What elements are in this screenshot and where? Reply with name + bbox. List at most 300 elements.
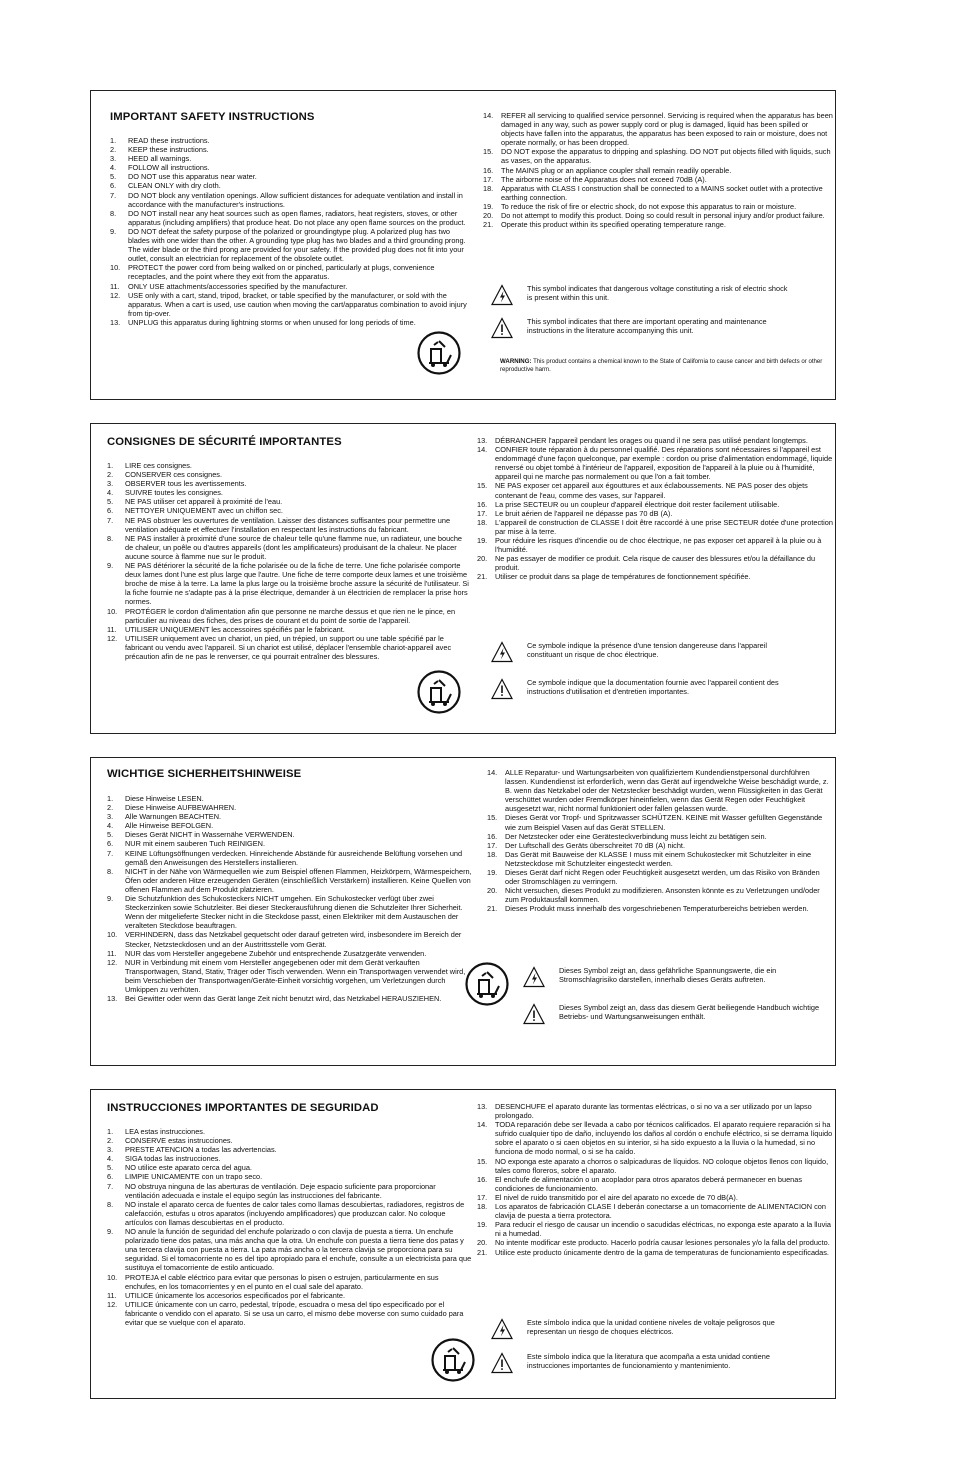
- instruction-item: [107, 1200, 472, 1227]
- cart-tipover-icon: [417, 670, 461, 714]
- instruction-number: 19.: [487, 868, 498, 878]
- instruction-number: 15.: [477, 1156, 488, 1166]
- instruction-text: FOLLOW all instructions.: [128, 163, 210, 173]
- instruction-item: [477, 436, 833, 445]
- voltage-symbol-row: [491, 1318, 791, 1340]
- instruction-item: [107, 1163, 472, 1172]
- instruction-number: 7.: [107, 515, 114, 525]
- instruction-item: [483, 211, 833, 220]
- instruction-number: 18.: [477, 1202, 488, 1212]
- instruction-number: 19.: [477, 536, 488, 546]
- instruction-text: NE PAS installer à proximité d'une source de chaleur telle qu'une flamme nue, un radiateur, une bouche de chaleur, un poêle ou d'autres appareils (dont les amplificateurs) produisant de la chaleur. Ne placer aucune source à flamme nue sur le produit.: [125, 533, 463, 561]
- instruction-text: No intente modificar este producto. Hacerlo podría causar lesiones personales y/o la falla del producto.: [495, 1238, 830, 1248]
- instruction-item: [107, 1145, 472, 1154]
- instruction-text: CONSERVE estas instrucciones.: [125, 1136, 233, 1146]
- instruction-text: El enchufe de alimentación o un acoplador para otros aparatos deberá permanecer en buenas condiciones de funcionamiento.: [495, 1174, 803, 1193]
- instruction-text: KEINE Lüftungsöffnungen verdecken. Hinreichende Abstände für ausreichende Belüftung vorsehen und gemäß den Anweisungen des Herstellers installieren.: [125, 848, 463, 867]
- instruction-text: CLEAN ONLY with dry cloth.: [128, 181, 221, 191]
- instruction-item: [107, 849, 472, 867]
- cart-tipover-icon: [431, 1338, 475, 1382]
- instruction-text: Ne pas essayer de modifier ce produit. Cela risque de causer des blessures et/ou la défaillance du produit.: [495, 554, 816, 573]
- exclamation-triangle-icon: [491, 1352, 513, 1374]
- instruction-text: UNPLUG this apparatus during lightning storms or when unused for long periods of time.: [128, 317, 416, 327]
- instruction-text: NE PAS obstruer les ouvertures de ventilation. Laisser des distances suffisantes pour permettre une ventilation adéquate et effectuer l'installation en respectant les instructions du fabricant.: [125, 515, 451, 534]
- instruction-text: Pour réduire les risques d'incendie ou de choc électrique, ne pas exposer cet appareil à la pluie ou à l'humidité.: [495, 536, 822, 555]
- instruction-number: 12.: [107, 957, 118, 967]
- instruction-number: 17.: [477, 508, 488, 518]
- instruction-item: [107, 867, 472, 894]
- instruction-item: [107, 803, 472, 812]
- instruction-item: [107, 1136, 472, 1145]
- instruction-number: 6.: [107, 506, 114, 516]
- instruction-item: [110, 227, 470, 263]
- instruction-list: [110, 136, 470, 327]
- instruction-number: 6.: [107, 1172, 114, 1182]
- instruction-text: LIRE ces consignes.: [125, 461, 192, 470]
- caution-symbol-row: [491, 1352, 791, 1374]
- instruction-text: NO obstruya ninguna de las aberturas de ventilación. Deje espacio suficiente para proporcionar ventilación adecuada e instale el equipo según las instrucciones del fabricante.: [125, 1181, 436, 1200]
- instruction-item: [107, 821, 472, 830]
- instruction-number: 17.: [483, 174, 494, 184]
- instruction-number: 15.: [483, 147, 494, 157]
- instruction-number: 11.: [107, 1290, 117, 1300]
- instruction-text: USE only with a cart, stand, tripod, bracket, or table specified by the manufacturer, or sold with the apparatus. When a cart is used, use caution when moving the cart/apparatus combination to avoid injury from tip-over.: [128, 290, 467, 318]
- california-warning: [500, 358, 830, 374]
- instruction-item: [107, 1127, 472, 1136]
- instruction-item: [107, 488, 472, 497]
- lightning-triangle-icon: [491, 1318, 513, 1340]
- instruction-text: L'appareil de construction de CLASSE I doit être raccordé à une prise SECTEUR dotée d'une protection par mise à la terre.: [495, 517, 833, 536]
- instruction-item: [107, 1291, 472, 1300]
- instruction-text: Dieses Gerät darf nicht Regen oder Feuchtigkeit ausgesetzt werden, um das Risiko von Bränden oder Stromschlägen zu verringern.: [505, 868, 820, 887]
- safety-panel-en: [90, 90, 836, 400]
- instruction-item: [110, 263, 470, 281]
- instruction-number: 5.: [107, 497, 114, 507]
- instruction-item: [483, 166, 833, 175]
- instruction-item: [107, 516, 472, 534]
- voltage-symbol-row: [491, 284, 791, 306]
- instruction-item: [110, 318, 470, 327]
- instruction-item: [477, 518, 833, 536]
- instruction-text: DO NOT block any ventilation openings. Allow sufficient distances for adequate ventilation and install in accordance with the manufacturer's instructions.: [128, 190, 463, 209]
- instruction-number: 17.: [487, 840, 498, 850]
- instruction-number: 2.: [107, 1136, 114, 1146]
- voltage-symbol-row: [491, 641, 791, 663]
- left-column: [91, 758, 479, 1065]
- instruction-text: DO NOT install near any heat sources such as open flames, radiators, heat registers, stoves, or other apparatus (including amplifiers) that produce heat. Do not place any open flame sources on the product.: [128, 208, 466, 227]
- instruction-text: DO NOT defeat the safety purpose of the polarized or groundingtype plug. A polarized plug has two blades with one wider than the other. A grounding type plug has two blades and a third grounding prong. The wider blade or the third prong are provided for your safety. If the provided plug does not fit into your outlet, consult an electrician for replacement of the obsolete outlet.: [128, 226, 466, 264]
- instruction-item: [477, 1248, 833, 1257]
- voltage-symbol-text: This symbol indicates that dangerous voltage constituting a risk of electric shock is present within this unit.: [527, 284, 788, 303]
- instruction-number: 1.: [107, 794, 114, 803]
- left-column: [91, 91, 479, 399]
- instruction-item: [477, 1202, 833, 1220]
- instruction-item: [107, 506, 472, 515]
- caution-symbol-text: Ce symbole indique que la documentation fournie avec l'appareil contient des instructions d'utilisation et d'entretien importantes.: [527, 678, 779, 697]
- voltage-symbol-text: Dieses Symbol zeigt an, dass gefährliche Spannungswerte, die ein Stromschlagrisiko darstellen, innerhalb dieses Geräts auftreten.: [559, 966, 777, 985]
- instruction-item: [107, 794, 472, 803]
- instruction-item: [483, 220, 833, 229]
- instruction-text: KEEP these instructions.: [128, 145, 209, 155]
- instruction-number: 16.: [487, 831, 498, 841]
- instruction-item: [107, 607, 472, 625]
- instruction-text: The airborne noise of the Apparatus does not exceed 70dB (A).: [501, 174, 707, 184]
- instruction-number: 7.: [107, 1181, 114, 1191]
- instruction-number: 1.: [107, 1127, 114, 1136]
- instruction-item: [477, 1120, 833, 1156]
- instruction-item: [483, 111, 833, 147]
- instruction-number: 8.: [110, 208, 117, 218]
- voltage-symbol-text: Este símbolo indica que la unidad contiene niveles de voltaje peligrosos que representan un riesgo de choques eléctricos.: [527, 1318, 775, 1337]
- instruction-text: PRESTE ATENCION a todas las advertencias.: [125, 1145, 277, 1155]
- instruction-number: 3.: [107, 1145, 114, 1155]
- instruction-number: 16.: [477, 1174, 488, 1184]
- instruction-text: PROTECT the power cord from being walked on or pinched, particularly at plugs, convenience receptacles, and the point where they exit from the apparatus.: [128, 263, 435, 282]
- instruction-item: [107, 1227, 472, 1272]
- instruction-text: NO exponga este aparato a chorros o salpicaduras de líquidos. NO coloque objetos llenos con líquido, tales como floreros, sobre el aparato.: [495, 1156, 829, 1175]
- instruction-item: [107, 625, 472, 634]
- instruction-item: [107, 1182, 472, 1200]
- instruction-item: [107, 479, 472, 488]
- instruction-text: NO utilice este aparato cerca del agua.: [125, 1163, 252, 1173]
- instruction-text: Das Gerät mit Bauweise der KLASSE I muss mit einem Schukostecker mit Schutzleiter in eine Netzsteckdose mit Schutzleiter eingesteckt werden.: [505, 849, 812, 868]
- instruction-item: [107, 1300, 472, 1327]
- voltage-symbol-row: [523, 966, 823, 988]
- instruction-text: Dieses Produkt muss innerhalb des vorgeschriebenen Temperaturbereichs betrieben werden.: [505, 904, 809, 914]
- instruction-number: 21.: [483, 220, 494, 230]
- instruction-text: SIGA todas las instrucciones.: [125, 1154, 221, 1164]
- instruction-number: 14.: [477, 1120, 488, 1130]
- instruction-number: 18.: [477, 517, 488, 527]
- lightning-triangle-icon: [491, 641, 513, 663]
- instruction-item: [487, 850, 833, 868]
- instruction-number: 8.: [107, 1199, 114, 1209]
- instruction-number: 16.: [477, 499, 488, 509]
- instruction-item: [107, 930, 472, 948]
- instruction-number: 6.: [110, 181, 117, 191]
- panel-heading: CONSIGNES DE SÉCURITÉ IMPORTANTES: [107, 436, 342, 448]
- instruction-text: NO anule la función de seguridad del enchufe polarizado o con clavija de puesta a tierra. Un enchufe polarizado tiene dos patas, una más ancha que la otra. Un enchufe con puesta a tierra tiene dos patas y una tercera clavija con puesta a tierra. La pata más ancha o la tercera clavija se proporciona para su seguridad. Si el tomacorriente no es del tipo apropiado para el enchufe, consulte a un electricista para que sustituya el tomacorriente de estilo anticuado.: [125, 1227, 472, 1273]
- instruction-item: [110, 163, 470, 172]
- instruction-number: 13.: [477, 436, 488, 445]
- instruction-number: 5.: [107, 830, 114, 840]
- instruction-number: 4.: [107, 821, 114, 831]
- instruction-text: DO NOT use this apparatus near water.: [128, 172, 257, 182]
- instruction-text: Apparatus with CLASS I construction shall be connected to a MAINS socket outlet with a protective earthing connection.: [501, 183, 823, 202]
- instruction-item: [487, 832, 833, 841]
- instruction-number: 3.: [107, 812, 114, 822]
- instruction-text: Alle Warnungen BEACHTEN.: [125, 812, 222, 822]
- instruction-text: NICHT in der Nähe von Wärmequellen wie zum Beispiel offenen Flammen, Heizkörpern, Wärmespeichern, Öfen oder anderen Hitze erzeugenden Geräten (einschließlich Verstärkern) installieren. Keine Quellen von offenen Flammen auf dem Produkt platzieren.: [125, 866, 472, 894]
- instruction-text: NUR das vom Hersteller angegebene Zubehör und entsprechende Zusatzgeräte verwenden.: [125, 948, 427, 958]
- exclamation-triangle-icon: [491, 317, 513, 339]
- instruction-number: 7.: [110, 190, 117, 200]
- instruction-item: [483, 147, 833, 165]
- instruction-item: [477, 1175, 833, 1193]
- instruction-number: 13.: [110, 317, 121, 327]
- instruction-text: PROTEJA el cable eléctrico para evitar que personas lo pisen o estrujen, particularmente en sus enchufes, en los tomacorrientes y en el punto en el cual sale del aparato.: [125, 1272, 439, 1291]
- instruction-number: 14.: [487, 768, 498, 777]
- instruction-item: [477, 536, 833, 554]
- instruction-text: ONLY USE attachments/accessories specified by the manufacturer.: [128, 281, 348, 291]
- instruction-number: 12.: [107, 633, 118, 643]
- instruction-number: 16.: [483, 165, 494, 175]
- instruction-item: [487, 768, 833, 813]
- instruction-text: DÉBRANCHER l'appareil pendant les orages ou quand il ne sera pas utilisé pendant longtemps.: [495, 436, 808, 445]
- left-column: [91, 1090, 479, 1398]
- instruction-text: LEA estas instrucciones.: [125, 1127, 206, 1136]
- instruction-text: Dieses Gerät NICHT in Wassernähe VERWENDEN.: [125, 830, 295, 840]
- instruction-item: [487, 868, 833, 886]
- instruction-text: UTILICE únicamente los accesorios especificados por el fabricante.: [125, 1290, 346, 1300]
- instruction-text: Utilice este producto únicamente dentro de la gama de temperaturas de funcionamiento especificadas.: [495, 1247, 829, 1257]
- instruction-item: [107, 894, 472, 930]
- instruction-list: [477, 1102, 833, 1257]
- instruction-item: [487, 841, 833, 850]
- instruction-text: Alle Hinweise BEFOLGEN.: [125, 821, 214, 831]
- instruction-text: CONSERVER ces consignes.: [125, 470, 223, 480]
- caution-symbol-text: Este símbolo indica que la literatura que acompaña a esta unidad contiene instrucciones importantes de funcionamiento y mantenimiento.: [527, 1352, 770, 1371]
- instruction-number: 20.: [477, 554, 488, 564]
- instruction-text: TODA reparación debe ser llevada a cabo por técnicos calificados. El aparato requiere reparación si ha sufrido cualquier tipo de daño, incluyendo los daños al cordón o enchufe eléctrico, si se derrama líquido sobre el aparato o si caen objetos en su interior, si ha sido expuesto a la lluvia o la humedad, si no funciona de modo normal, o si se ha caído.: [495, 1120, 833, 1157]
- instruction-number: 2.: [107, 470, 114, 480]
- instruction-number: 3.: [107, 479, 114, 489]
- safety-panel-de: [90, 757, 836, 1066]
- instruction-text: El nivel de ruido transmitido por el aire del aparato no excede de 70 dB(A).: [495, 1192, 738, 1202]
- instruction-item: [107, 958, 472, 994]
- instruction-number: 21.: [477, 572, 488, 582]
- instruction-text: Utiliser ce produit dans sa plage de températures de fonctionnement spécifiée.: [495, 572, 751, 582]
- instruction-number: 14.: [477, 445, 488, 455]
- instruction-list: [477, 436, 833, 582]
- instruction-text: NE PAS utiliser cet appareil à proximité de l'eau.: [125, 497, 283, 507]
- panel-heading: INSTRUCCIONES IMPORTANTES DE SEGURIDAD: [107, 1102, 379, 1114]
- instruction-text: NE PAS détériorer la sécurité de la fiche polarisée ou de la fiche de terre. Une fiche polarisée comporte deux lames dont l'une est plus large que l'autre. Une fiche de terre comporte deux lames et une troisième broche de mise à la terre. La lame la plus large ou la troisième broche assure la sécurité de l'utilisateur. Si la fiche fournie ne s'adapte pas à la prise électrique, demander à un électricien de remplacer la prise hors normes.: [125, 561, 469, 607]
- instruction-text: Die Schutzfunktion des Schukosteckers NICHT umgehen. Ein Schukostecker verfügt über zwei Steckerzinken sowie Schutzleiter. Bei dieser Steckerausführung dienen die Schutzleiter Ihrer Sicherheit. Wenn der mitgelieferte Stecker nicht in die Steckdose passt, einen Elektriker mit dem Austauschen der veralteten Steckdose beauftragen.: [125, 894, 463, 931]
- instruction-number: 9.: [107, 561, 114, 571]
- instruction-text: Nicht versuchen, dieses Produkt zu modifizieren. Ansonsten könnte es zu Verletzungen und/oder zum Produktausfall kommen.: [505, 886, 820, 905]
- instruction-text: La prise SECTEUR ou un coupleur d'appareil électrique doit rester facilement utilisable.: [495, 499, 780, 509]
- instruction-text: The MAINS plug or an appliance coupler shall remain readily operable.: [501, 165, 732, 175]
- right-column: [477, 1090, 837, 1398]
- instruction-item: [477, 1238, 833, 1247]
- instruction-text: NUR in Verbindung mit einem vom Hersteller angegebenen oder mit dem Gerät verkauften Transportwagen, Stand, Stativ, Träger oder Tisch verwenden. Wenn ein Transportwagen verwendet wird, beim Verschieben der Transportwagen/Geräte-Einheit vorsichtig vorgehen, um Verletzungen durch Umkippen zu verhüten.: [125, 957, 466, 994]
- instruction-item: [477, 509, 833, 518]
- instruction-text: UTILISER uniquement avec un chariot, un pied, un trépied, un support ou une table spécifié par le fabricant ou vendu avec l'appareil. Si un chariot est utilisé, déplacer l'ensemble chariot-appareil avec précaution afin de ne pas le renverser, ce qui pourrait entraîner des blessures.: [125, 633, 452, 661]
- instruction-item: [477, 481, 833, 499]
- instruction-item: [107, 839, 472, 848]
- instruction-text: PROTÉGER le cordon d'alimentation afin que personne ne marche dessus et que rien ne le pince, en particulier au niveau des fiches, des prises de courant et du point de sortie de l'appareil.: [125, 606, 456, 625]
- instruction-number: 7.: [107, 848, 114, 858]
- instruction-item: [107, 1154, 472, 1163]
- right-column: [477, 424, 837, 733]
- instruction-text: Para reducir el riesgo de causar un incendio o sacudidas eléctricas, no exponga este aparato a la lluvia ni a humedad.: [495, 1220, 831, 1239]
- instruction-item: [110, 209, 470, 227]
- instruction-item: [477, 1102, 833, 1120]
- safety-panel-es: [90, 1089, 836, 1399]
- instruction-text: SUIVRE toutes les consignes.: [125, 488, 223, 498]
- instruction-item: [477, 1157, 833, 1175]
- instruction-item: [110, 191, 470, 209]
- instruction-number: 10.: [107, 1272, 118, 1282]
- instruction-item: [107, 634, 472, 661]
- instruction-number: 4.: [107, 488, 114, 498]
- instruction-text: Dieses Gerät vor Tropf- und Spritzwasser SCHÜTZEN. KEINE mit Wasser gefüllten Gegenstände wie zum Beispiel Vasen auf das Gerät STELLEN.: [505, 813, 823, 832]
- instruction-item: [483, 202, 833, 211]
- instruction-number: 21.: [477, 1247, 488, 1257]
- instruction-item: [107, 497, 472, 506]
- instruction-number: 5.: [110, 172, 117, 182]
- instruction-text: CONFIER toute réparation à du personnel qualifié. Des réparations sont nécessaires si l'appareil est endommagé d'une façon quelconque, par exemple : cordon ou prise d'alimentation endommagé, liquide renversé ou objet tombé à l'intérieur de l'appareil, exposition de l'appareil à la pluie ou à l'humidité, appareil qui ne marche pas normalement ou que l'on a fait tomber.: [495, 445, 833, 482]
- instruction-text: VERHINDERN, dass das Netzkabel gequetscht oder darauf getreten wird, insbesondere im Bereich der Stecker, Netzsteckdosen und an der Austrittsstelle vom Gerät.: [125, 930, 462, 949]
- caution-symbol-row: [491, 317, 791, 339]
- instruction-item: [107, 994, 472, 1003]
- left-column: [91, 424, 479, 733]
- safety-panel-fr: [90, 423, 836, 734]
- voltage-symbol-text: Ce symbole indique la présence d'une tension dangereuse dans l'appareil constituant un risque de choc électrique.: [527, 641, 768, 660]
- instruction-text: UTILICE únicamente con un carro, pedestal, trípode, escuadra o mesa del tipo especificado por el fabricante o vendido con el aparato. Si se usa un carro, el mismo debe moverse con sumo cuidado para evitar que se vuelque con el aparato.: [125, 1299, 464, 1327]
- instruction-item: [483, 175, 833, 184]
- instruction-number: 5.: [107, 1163, 114, 1173]
- instruction-number: 1.: [110, 136, 117, 145]
- instruction-list: [107, 1127, 472, 1327]
- instruction-item: [110, 136, 470, 145]
- instruction-item: [477, 554, 833, 572]
- instruction-item: [110, 172, 470, 181]
- instruction-list: [483, 111, 833, 229]
- instruction-text: NE PAS exposer cet appareil aux égouttures et aux éclaboussements. NE PAS poser des objets contenant de l'eau, comme des vases, sur l'appareil.: [495, 481, 808, 500]
- instruction-item: [107, 461, 472, 470]
- lightning-triangle-icon: [491, 284, 513, 306]
- instruction-number: 9.: [107, 1227, 114, 1237]
- instruction-number: 20.: [477, 1238, 488, 1248]
- instruction-number: 13.: [107, 994, 118, 1004]
- instruction-number: 9.: [107, 894, 114, 904]
- instruction-number: 2.: [110, 145, 117, 155]
- instruction-text: READ these instructions.: [128, 136, 210, 145]
- instruction-text: NO instale el aparato cerca de fuentes de calor tales como llamas descubiertas, radiadores, registros de calefacción, estufas u otros aparatos (incluyendo amplificadores) que produzcan calor. No coloque artículos con llamas descubiertas en el producto.: [125, 1199, 465, 1227]
- right-column: [483, 91, 837, 399]
- instruction-item: [110, 282, 470, 291]
- instruction-item: [477, 1220, 833, 1238]
- instruction-number: 11.: [107, 948, 117, 958]
- instruction-item: [107, 830, 472, 839]
- instruction-item: [110, 145, 470, 154]
- instruction-text: Bei Gewitter oder wenn das Gerät lange Zeit nicht benutzt wird, das Netzkabel HERAUSZIEHEN.: [125, 994, 442, 1004]
- instruction-item: [477, 500, 833, 509]
- exclamation-triangle-icon: [523, 1003, 545, 1025]
- instruction-item: [107, 534, 472, 561]
- instruction-number: 12.: [107, 1299, 118, 1309]
- instruction-number: 11.: [110, 281, 120, 291]
- instruction-number: 8.: [107, 866, 114, 876]
- cart-tipover-icon: [465, 962, 509, 1006]
- cart-tipover-icon: [417, 331, 461, 375]
- instruction-text: Los aparatos de fabricación CLASE I deberán conectarse a un tomacorriente de ALIMENTACION con clavija de puesta a tierra protectora.: [495, 1202, 826, 1221]
- instruction-number: 6.: [107, 839, 114, 849]
- instruction-text: HEED all warnings.: [128, 154, 192, 164]
- instruction-number: 8.: [107, 533, 114, 543]
- right-column: [483, 758, 837, 1065]
- instruction-item: [107, 561, 472, 606]
- instruction-number: 3.: [110, 154, 117, 164]
- instruction-item: [487, 904, 833, 913]
- instruction-text: NUR mit einem sauberen Tuch REINIGEN.: [125, 839, 265, 849]
- instruction-number: 9.: [110, 226, 117, 236]
- instruction-text: Le bruit aérien de l'appareil ne dépasse pas 70 dB (A).: [495, 508, 673, 518]
- instruction-list: [107, 794, 472, 1003]
- exclamation-triangle-icon: [491, 678, 513, 700]
- instruction-number: 10.: [107, 930, 118, 940]
- instruction-number: 13.: [477, 1102, 488, 1111]
- instruction-number: 21.: [487, 904, 498, 914]
- instruction-number: 14.: [483, 111, 494, 120]
- instruction-list: [487, 768, 833, 914]
- instruction-text: Operate this product within its specified operating temperature range.: [501, 220, 726, 230]
- warning-label: WARNING:: [500, 358, 532, 365]
- instruction-number: 19.: [477, 1220, 488, 1230]
- instruction-text: Diese Hinweise AUFBEWAHREN.: [125, 803, 237, 813]
- instruction-text: OBSERVER tous les avertissements.: [125, 479, 247, 489]
- instruction-item: [110, 154, 470, 163]
- instruction-number: 20.: [487, 886, 498, 896]
- instruction-item: [477, 445, 833, 481]
- instruction-text: ALLE Reparatur- und Wartungsarbeiten von qualifiziertem Kundendienstpersonal durchführen lassen. Kundendienst ist erforderlich, wenn das Gerät auf irgendwelche Weise beschädigt wurde, z. B. wenn das Netzkabel oder der Netzstecker beschädigt wurden, wenn Flüssigkeiten in das Gerät verschüttet wurden oder Fremdkörper hineinfielen, wenn das Gerät Regen oder Feuchtigkeit ausgesetzt war, nicht normal funktioniert oder fallen gelassen wurde.: [505, 768, 829, 814]
- caution-symbol-text: Dieses Symbol zeigt an, dass das diesem Gerät beiliegende Handbuch wichtige Betriebs- und Wartungsanweisungen enthält.: [559, 1003, 820, 1022]
- panel-heading: WICHTIGE SICHERHEITSHINWEISE: [107, 768, 302, 780]
- caution-symbol-row: [523, 1003, 823, 1025]
- instruction-item: [107, 1273, 472, 1291]
- instruction-item: [487, 813, 833, 831]
- instruction-item: [483, 184, 833, 202]
- instruction-text: UTILISER UNIQUEMENT les accessoires spécifiés par le fabricant.: [125, 624, 345, 634]
- instruction-number: 4.: [110, 163, 117, 173]
- instruction-text: DO NOT expose the apparatus to dripping and splashing. DO NOT put objects filled with liquids, such as vases, on the apparatus.: [501, 147, 831, 166]
- instruction-number: 15.: [477, 481, 488, 491]
- instruction-number: 12.: [110, 290, 121, 300]
- instruction-text: Der Luftschall des Geräts überschreitet 70 dB (A) nicht.: [505, 840, 686, 850]
- instruction-text: REFER all servicing to qualified service personnel. Servicing is required when the apparatus has been damaged in any way, such as power supply cord or plug is damaged, liquid has been spilled or objects have fallen into the apparatus, the apparatus has been exposed to rain or moisture, does not operate normally, or has been dropped.: [501, 111, 833, 148]
- caution-symbol-row: [491, 678, 791, 700]
- instruction-item: [110, 181, 470, 190]
- instruction-text: NETTOYER UNIQUEMENT avec un chiffon sec.: [125, 506, 283, 516]
- instruction-item: [487, 886, 833, 904]
- instruction-item: [477, 1193, 833, 1202]
- instruction-item: [477, 572, 833, 581]
- instruction-text: Der Netzstecker oder eine Gerätesteckverbindung muss leicht zu betätigen sein.: [505, 831, 767, 841]
- instruction-number: 20.: [483, 211, 494, 221]
- warning-text: This product contains a chemical known to the State of California to cause cancer and birth defects or other reproductive harm.: [500, 358, 823, 373]
- instruction-number: 10.: [107, 606, 118, 616]
- instruction-item: [107, 949, 472, 958]
- instruction-number: 2.: [107, 803, 114, 813]
- instruction-item: [110, 291, 470, 318]
- instruction-number: 18.: [483, 183, 494, 193]
- instruction-number: 17.: [477, 1192, 488, 1202]
- instruction-item: [107, 470, 472, 479]
- instruction-text: LIMPIE UNICAMENTE con un trapo seco.: [125, 1172, 263, 1182]
- panel-heading: IMPORTANT SAFETY INSTRUCTIONS: [110, 111, 315, 123]
- instruction-item: [107, 812, 472, 821]
- instruction-number: 11.: [107, 624, 117, 634]
- instruction-text: Diese Hinweise LESEN.: [125, 794, 204, 803]
- instruction-number: 10.: [110, 263, 121, 273]
- instruction-item: [107, 1172, 472, 1181]
- instruction-number: 19.: [483, 201, 494, 211]
- instruction-number: 4.: [107, 1154, 114, 1164]
- lightning-triangle-icon: [523, 966, 545, 988]
- instruction-list: [107, 461, 472, 661]
